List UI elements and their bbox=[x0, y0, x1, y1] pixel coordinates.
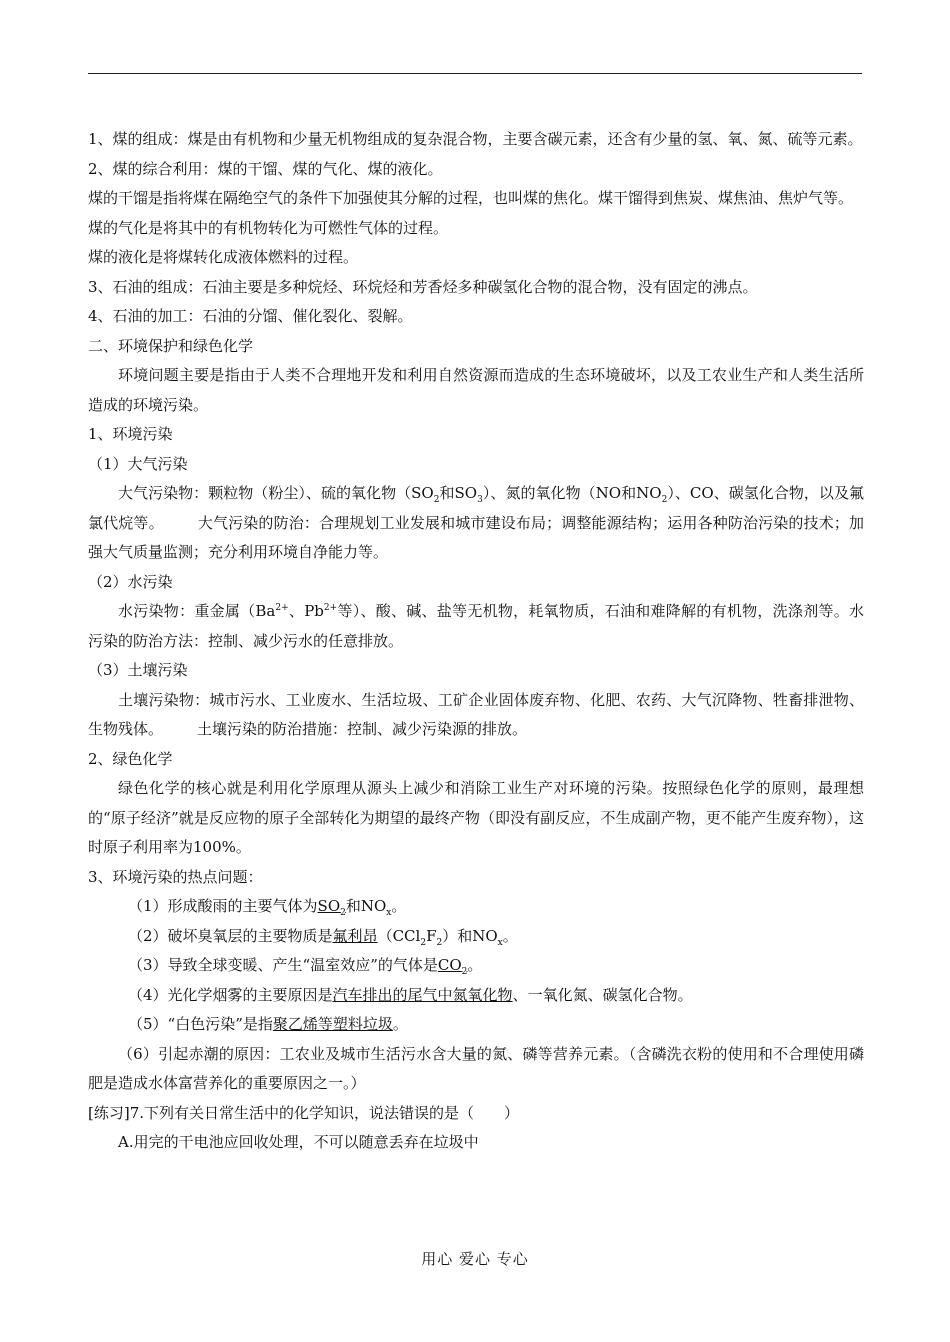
paragraph-environment-problem: 环境问题主要是指由于人类不合理地开发和利用自然资源而造成的生态环境破坏，以及工农业生产和人类生活所造成的环境污染。 bbox=[88, 366, 864, 414]
subheading-water-pollution: （2）水污染 bbox=[88, 572, 173, 591]
hot-issue-ozone: （2）破坏臭氧层的主要物质是氟利昂$(CCl_2F_2)$和$NO_x$。 bbox=[128, 926, 518, 948]
exercise-option-a: A.用完的干电池应回收处理，不可以随意丢弃在垃圾中 bbox=[118, 1133, 479, 1151]
hot-issue-white-pollution: （5）“白色污染”是指聚乙烯等塑料垃圾。 bbox=[128, 1015, 408, 1033]
paragraph-oil-composition: 3、石油的组成：石油主要是多种烷烃、环烷烃和芳香烃多种碳氢化合物的混合物，没有固定的沸点。 bbox=[88, 277, 758, 296]
header-rule bbox=[88, 73, 862, 74]
subheading-soil-pollution: （3）土壤污染 bbox=[88, 661, 188, 679]
exercise-question: [练习]7.下列有关日常生活中的化学知识，说法错误的是（ ） bbox=[88, 1103, 520, 1122]
paragraph-coal-gasification: 煤的气化是将其中的有机物转化为可燃性气体的过程。 bbox=[88, 218, 449, 237]
paragraph-green-chemistry: 绿色化学的核心就是利用化学原理从源头上减少和消除工业生产对环境的污染。按照绿色化学的原则，最理想的“原子经济”就是反应物的原子全部转化为期望的最终产物（即没有副反应，不生成副产物，更不能产生废弃物），这时原子利用率为100%。 bbox=[88, 779, 864, 856]
section-heading-environment: 二、环境保护和绿色化学 bbox=[88, 336, 254, 355]
hot-issue-smog: （4）光化学烟雾的主要原因是汽车排出的尾气中氮氧化物、一氧化氮、碳氢化合物。 bbox=[128, 985, 693, 1004]
paragraph-oil-processing: 4、石油的加工：石油的分馏、催化裂化、裂解。 bbox=[88, 307, 413, 325]
paragraph-coal-use: 2、煤的综合利用：煤的干馏、煤的气化、煤的液化。 bbox=[88, 159, 443, 178]
document-body bbox=[88, 125, 864, 1158]
hot-issue-greenhouse: （3）导致全球变暖、产生“温室效应”的气体是$CO_2$。 bbox=[128, 956, 483, 977]
subheading-green-chemistry: 2、绿色化学 bbox=[88, 749, 173, 768]
hot-issue-acid-rain: （1）形成酸雨的主要气体为$SO_2$和$NO_x$。 bbox=[128, 897, 407, 918]
subheading-hot-issues: 3、环境污染的热点问题： bbox=[88, 867, 263, 886]
paragraph-air-pollutants: 大气污染物：颗粒物（粉尘）、硫的氧化物（$SO_2$和$SO_3$）、氮的氧化物（NO和$NO_2$）、CO、碳氢化合物，以及氟氯代烷等。 大气污染的防治：合理规划工业发展和城市建设布局；调整能源结构；运用各种防治污染的技术；加强大气质量监测；充分利用环境自净能力等。 bbox=[88, 484, 864, 561]
paragraph-coal-liquefaction: 煤的液化是将煤转化成液体燃料的过程。 bbox=[88, 248, 359, 266]
subheading-pollution: 1、环境污染 bbox=[88, 425, 173, 443]
paragraph-soil-pollutants: 土壤污染物：城市污水、工业废水、生活垃圾、工矿企业固体废弃物、化肥、农药、大气沉降物、牲畜排泄物、生物残体。 土壤污染的防治措施：控制、减少污染源的排放。 bbox=[88, 690, 864, 738]
page-footer: 用心 爱心 专心 bbox=[421, 1250, 529, 1268]
paragraph-water-pollutants: 水污染物：重金属（$Ba^{2+}$、$Pb^{2+}$等）、酸、碱、盐等无机物，耗氧物质，石油和难降解的有机物，洗涤剂等。水污染的防治方法：控制、减少污水的任意排放。 bbox=[88, 602, 864, 650]
hot-issue-red-tide: （6）引起赤潮的原因：工农业及城市生活污水含大量的氮、磷等营养元素。（含磷洗衣粉的使用和不合理使用磷肥是造成水体富营养化的重要原因之一。） bbox=[88, 1044, 864, 1092]
paragraph-coal-distillation: 煤的干馏是指将煤在隔绝空气的条件下加强使其分解的过程，也叫煤的焦化。煤干馏得到焦炭、煤焦油、焦炉气等。 bbox=[88, 189, 854, 207]
subheading-air-pollution: （1）大气污染 bbox=[88, 454, 188, 473]
paragraph-coal-composition: 1、煤的组成：煤是由有机物和少量无机物组成的复杂混合物，主要含碳元素，还含有少量的氢、氧、氮、硫等元素。 bbox=[88, 130, 863, 148]
